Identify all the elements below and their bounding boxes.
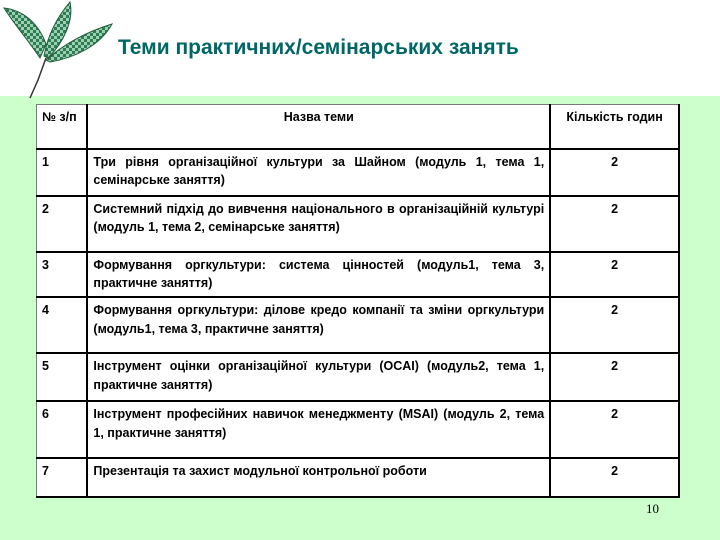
row-topic: Системний підхід до вивчення національного в організаційній культурі (модуль 1, тема 2, семінарське заняття) — [87, 196, 550, 252]
header-topic: Назва теми — [87, 105, 550, 149]
table-header-row — [37, 105, 680, 149]
table-row — [37, 353, 680, 401]
table-row — [37, 252, 680, 298]
row-num: 7 — [37, 458, 88, 497]
row-hours: 2 — [550, 196, 679, 252]
row-num: 5 — [37, 353, 88, 401]
row-num: 3 — [37, 252, 88, 298]
row-num: 6 — [37, 401, 88, 458]
row-topic: Інструмент професійних навичок менеджменту (MSAI) (модуль 2, тема 1, практичне заняття) — [87, 401, 550, 458]
row-hours: 2 — [550, 149, 679, 196]
table-row — [37, 297, 680, 353]
row-topic: Формування оргкультури: система цінностей (модуль1, тема 3, практичне заняття) — [87, 252, 550, 298]
header-num: № з/п — [37, 105, 88, 149]
header-hours: Кількість годин — [550, 105, 679, 149]
row-topic: Презентація та захист модульної контрольної роботи — [87, 458, 550, 497]
row-topic: Формування оргкультури: ділове кредо компанії та зміни оргкультури (модуль1, тема 3, практичне заняття) — [87, 297, 550, 353]
page-number: 10 — [646, 501, 659, 516]
topics-table — [36, 104, 680, 498]
row-hours: 2 — [550, 401, 679, 458]
table-row — [37, 458, 680, 497]
row-hours: 2 — [550, 297, 679, 353]
table-row — [37, 401, 680, 458]
page-title: Теми практичних/семінарських занять — [118, 36, 519, 59]
row-hours: 2 — [550, 353, 679, 401]
row-num: 4 — [37, 297, 88, 353]
leaf-logo-icon — [0, 0, 120, 100]
row-hours: 2 — [550, 252, 679, 298]
row-hours: 2 — [550, 458, 679, 497]
row-num: 2 — [37, 196, 88, 252]
row-topic: Інструмент оцінки організаційної культури (OCAI) (модуль2, тема 1, практичне заняття) — [87, 353, 550, 401]
table-row — [37, 149, 680, 196]
row-num: 1 — [37, 149, 88, 196]
row-topic: Три рівня організаційної культури за Шайном (модуль 1, тема 1, семінарське заняття) — [87, 149, 550, 196]
table-row — [37, 196, 680, 252]
